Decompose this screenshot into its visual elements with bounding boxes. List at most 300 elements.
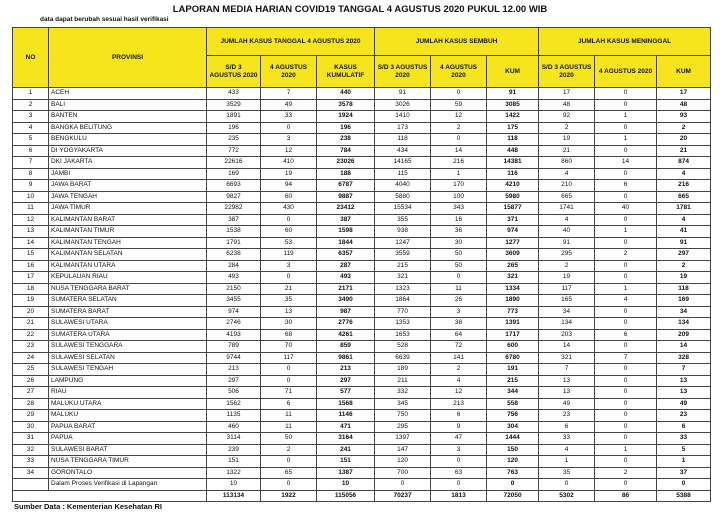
cell-k1: 9827 xyxy=(207,191,261,203)
cell-k2: 11 xyxy=(261,421,317,433)
cell-m3: 33 xyxy=(657,433,711,445)
cell-k2: 35 xyxy=(261,295,317,307)
cell-m2: 0 xyxy=(595,272,657,284)
cell-no: 24 xyxy=(13,352,49,364)
cell-k2: 2 xyxy=(261,444,317,456)
cell-no: 19 xyxy=(13,295,49,307)
cell-m3: 7 xyxy=(657,364,711,376)
cell-prov: BANGKA BELITUNG xyxy=(49,122,207,134)
cell-m1: 2 xyxy=(539,122,595,134)
cell-k3: 2171 xyxy=(317,283,375,295)
cell-s1: 434 xyxy=(375,145,431,157)
cell-s3: 371 xyxy=(487,214,539,226)
cell-no: 20 xyxy=(13,306,49,318)
table-row xyxy=(13,157,711,169)
table-row xyxy=(13,272,711,284)
cell-m3: 91 xyxy=(657,237,711,249)
cell-s3: 150 xyxy=(487,444,539,456)
cell-m1: 2 xyxy=(539,260,595,272)
cell-m1: 14 xyxy=(539,341,595,353)
cell-k3: 1598 xyxy=(317,226,375,238)
cell-k3: 151 xyxy=(317,456,375,468)
cell-s2: 30 xyxy=(431,237,487,249)
cell-m3: 328 xyxy=(657,352,711,364)
report-title: LAPORAN MEDIA HARIAN COVID19 TANGGAL 4 AGUSTUS 2020 PUKUL 12.00 WIB xyxy=(172,4,548,15)
cell-m2: 0 xyxy=(595,479,657,491)
cell-no: 21 xyxy=(13,318,49,330)
cell-m3: 874 xyxy=(657,157,711,169)
cell-no: 27 xyxy=(13,387,49,399)
cell-m1: 13 xyxy=(539,387,595,399)
cell-prov: MALUKU xyxy=(49,410,207,422)
header-kasus-kumulatif: KASUS KUMULATIF xyxy=(317,56,375,88)
cell-k2: 3 xyxy=(261,134,317,146)
cell-m3: 17 xyxy=(657,88,711,100)
cell-prov: ACEH xyxy=(49,88,207,100)
cell-s3: 974 xyxy=(487,226,539,238)
cell-s1: 5880 xyxy=(375,191,431,203)
cell-s2: 12 xyxy=(431,111,487,123)
cell-s1: 4040 xyxy=(375,180,431,192)
cell-s2: 0 xyxy=(431,456,487,468)
cell-m3: 93 xyxy=(657,111,711,123)
cell-s1: 321 xyxy=(375,272,431,284)
cell-prov: SULAWESI TENGAH xyxy=(49,364,207,376)
header-sembuh-tgl4: 4 AGUSTUS 2020 xyxy=(431,56,487,88)
cell-s2: 26 xyxy=(431,295,487,307)
cell-k1: 3455 xyxy=(207,295,261,307)
cell-m1: 91 xyxy=(539,237,595,249)
cell-s1: 173 xyxy=(375,122,431,134)
cell-s1: 528 xyxy=(375,341,431,353)
cell-k1: 169 xyxy=(207,168,261,180)
header-jumlah-sembuh: JUMLAH KASUS SEMBUH xyxy=(375,28,539,56)
cell-s3: 1391 xyxy=(487,318,539,330)
cell-no: 6 xyxy=(13,145,49,157)
cell-m3: 0 xyxy=(657,479,711,491)
cell-k2: 68 xyxy=(261,329,317,341)
cell-s1: 1410 xyxy=(375,111,431,123)
cell-prov: NUSA TENGGARA TIMUR xyxy=(49,456,207,468)
cell-s3: 265 xyxy=(487,260,539,272)
cell-s3: 0 xyxy=(487,479,539,491)
cell-s1: 3559 xyxy=(375,249,431,261)
cell-m3: 21 xyxy=(657,145,711,157)
cell-no: 28 xyxy=(13,398,49,410)
cell-m2: 2 xyxy=(595,467,657,479)
cell-s3: 773 xyxy=(487,306,539,318)
table-row xyxy=(13,456,711,468)
cell-k2: 6 xyxy=(261,398,317,410)
cell-m3: 169 xyxy=(657,295,711,307)
cell-no: 17 xyxy=(13,272,49,284)
header-meninggal-tgl4: 4 AGUSTUS 2020 xyxy=(595,56,657,88)
cell-k3: 213 xyxy=(317,364,375,376)
cell-k2: 3 xyxy=(261,260,317,272)
cell-prov: JAWA BARAT xyxy=(49,180,207,192)
cell-m1: 165 xyxy=(539,295,595,307)
cell-m1: 49 xyxy=(539,398,595,410)
cell-no: 16 xyxy=(13,260,49,272)
cell-s3: 5980 xyxy=(487,191,539,203)
cell-m2: 0 xyxy=(595,122,657,134)
cell-prov: LAMPUNG xyxy=(49,375,207,387)
cell-prov: DKI JAKARTA xyxy=(49,157,207,169)
cell-no: 2 xyxy=(13,99,49,111)
cell-m2: 0 xyxy=(595,421,657,433)
cell-k3: 987 xyxy=(317,306,375,318)
cell-k2: 119 xyxy=(261,249,317,261)
cell-k2: 71 xyxy=(261,387,317,399)
cell-prov: SULAWESI BARAT xyxy=(49,444,207,456)
cell-m3: 20 xyxy=(657,134,711,146)
table-row xyxy=(13,226,711,238)
cell-s1: 938 xyxy=(375,226,431,238)
cell-s1: 1653 xyxy=(375,329,431,341)
cell-m1: 1 xyxy=(539,456,595,468)
cell-k2: 53 xyxy=(261,237,317,249)
cell-s3: 3609 xyxy=(487,249,539,261)
cell-k2: 94 xyxy=(261,180,317,192)
header-jumlah-meninggal: JUMLAH KASUS MENINGGAL xyxy=(539,28,711,56)
table-row xyxy=(13,329,711,341)
cell-s2: 3 xyxy=(431,444,487,456)
cell-s1: 189 xyxy=(375,364,431,376)
cell-s2: 11 xyxy=(431,283,487,295)
cell-k3: 6357 xyxy=(317,249,375,261)
cell-prov: JAMBI xyxy=(49,168,207,180)
cell-k2: 60 xyxy=(261,226,317,238)
cell-k2: 0 xyxy=(261,364,317,376)
cell-s3: 756 xyxy=(487,410,539,422)
cell-k1: 789 xyxy=(207,341,261,353)
cell-s1: 14165 xyxy=(375,157,431,169)
header-sembuh-sd3: S/D 3 AGUSTUS 2020 xyxy=(375,56,431,88)
cell-k3: 784 xyxy=(317,145,375,157)
header-provinsi: PROVINSI xyxy=(49,28,207,88)
table-row xyxy=(13,203,711,215)
cell-s1: 6639 xyxy=(375,352,431,364)
cell-m2: 0 xyxy=(595,318,657,330)
cell-k1: 433 xyxy=(207,88,261,100)
header-meninggal-sd3: S/D 3 AGUSTUS 2020 xyxy=(539,56,595,88)
cell-s2: 72 xyxy=(431,341,487,353)
cell-s3: 6780 xyxy=(487,352,539,364)
cell-prov: SULAWESI SELATAN xyxy=(49,352,207,364)
cell-k3: 3578 xyxy=(317,99,375,111)
cell-prov: KALIMANTAN TENGAH xyxy=(49,237,207,249)
cell-m3: 49 xyxy=(657,398,711,410)
cell-m2: 14 xyxy=(595,157,657,169)
table-row xyxy=(13,260,711,272)
cell-prov: KALIMANTAN BARAT xyxy=(49,214,207,226)
cell-no: 33 xyxy=(13,456,49,468)
cell-k2: 19 xyxy=(261,168,317,180)
cell-s2: 170 xyxy=(431,180,487,192)
cell-s3: 14381 xyxy=(487,157,539,169)
cell-k3: 577 xyxy=(317,387,375,399)
cell-k1: 2746 xyxy=(207,318,261,330)
cell-k2: 60 xyxy=(261,191,317,203)
cell-s3: 4210 xyxy=(487,180,539,192)
table-row xyxy=(13,180,711,192)
cell-m3: 14 xyxy=(657,341,711,353)
cell-k1: 974 xyxy=(207,306,261,318)
cell-s1: 770 xyxy=(375,306,431,318)
cell-k2: 117 xyxy=(261,352,317,364)
cell-k1: 1135 xyxy=(207,410,261,422)
cell-s1: 0 xyxy=(375,479,431,491)
cell-k2: 0 xyxy=(261,272,317,284)
header-sembuh-kum: KUM xyxy=(487,56,539,88)
cell-no: 31 xyxy=(13,433,49,445)
cell-prov: JAWA TIMUR xyxy=(49,203,207,215)
cell-m2: 4 xyxy=(595,295,657,307)
cell-k2: 0 xyxy=(261,122,317,134)
cell-m2: 1 xyxy=(595,283,657,295)
cell-s2: 59 xyxy=(431,99,487,111)
cell-m3: 2 xyxy=(657,122,711,134)
cell-m2: 0 xyxy=(595,237,657,249)
cell-k1: 22982 xyxy=(207,203,261,215)
cell-m1: 7 xyxy=(539,364,595,376)
cell-k1: 284 xyxy=(207,260,261,272)
cell-k3: 196 xyxy=(317,122,375,134)
cell-m2: 0 xyxy=(595,260,657,272)
cell-s2: 2 xyxy=(431,122,487,134)
total-s1: 70237 xyxy=(375,490,431,502)
cell-no: 23 xyxy=(13,341,49,353)
cell-prov: KEPULAUAN RIAU xyxy=(49,272,207,284)
cell-s1: 3026 xyxy=(375,99,431,111)
cell-no: 8 xyxy=(13,168,49,180)
cell-s3: 763 xyxy=(487,467,539,479)
cell-no: 18 xyxy=(13,283,49,295)
cell-prov: Dalam Proses Verifikasi di Lapangan xyxy=(49,479,207,491)
cell-k1: 213 xyxy=(207,364,261,376)
cell-k3: 1146 xyxy=(317,410,375,422)
cell-m1: 48 xyxy=(539,99,595,111)
cell-s2: 63 xyxy=(431,467,487,479)
cell-m3: 13 xyxy=(657,387,711,399)
cell-k3: 9887 xyxy=(317,191,375,203)
cell-s3: 120 xyxy=(487,456,539,468)
cell-k2: 410 xyxy=(261,157,317,169)
cell-m2: 1 xyxy=(595,226,657,238)
cell-s1: 750 xyxy=(375,410,431,422)
total-k1: 113134 xyxy=(207,490,261,502)
cell-k1: 1538 xyxy=(207,226,261,238)
cell-s1: 700 xyxy=(375,467,431,479)
cell-m2: 0 xyxy=(595,387,657,399)
cell-m1: 210 xyxy=(539,180,595,192)
cell-k3: 23026 xyxy=(317,157,375,169)
cell-s3: 1890 xyxy=(487,295,539,307)
cell-prov: SUMATERA UTARA xyxy=(49,329,207,341)
cell-k1: 2150 xyxy=(207,283,261,295)
cell-prov: DI YOGYAKARTA xyxy=(49,145,207,157)
cell-m1: 134 xyxy=(539,318,595,330)
cell-k1: 1891 xyxy=(207,111,261,123)
cell-s2: 1 xyxy=(431,168,487,180)
cell-m3: 4 xyxy=(657,168,711,180)
cell-k1: 239 xyxy=(207,444,261,456)
cell-m3: 297 xyxy=(657,249,711,261)
cell-no: 25 xyxy=(13,364,49,376)
table-row xyxy=(13,398,711,410)
total-k2: 1922 xyxy=(261,490,317,502)
cell-m3: 665 xyxy=(657,191,711,203)
cell-s2: 213 xyxy=(431,398,487,410)
cell-k2: 13 xyxy=(261,306,317,318)
table-row xyxy=(13,433,711,445)
cell-no: 3 xyxy=(13,111,49,123)
cell-s1: 15534 xyxy=(375,203,431,215)
cell-k3: 493 xyxy=(317,272,375,284)
cell-prov: KALIMANTAN UTARA xyxy=(49,260,207,272)
table-row xyxy=(13,191,711,203)
cell-no: 15 xyxy=(13,249,49,261)
cell-no: 14 xyxy=(13,237,49,249)
cell-s3: 448 xyxy=(487,145,539,157)
cell-k3: 9861 xyxy=(317,352,375,364)
cell-prov: KALIMANTAN SELATAN xyxy=(49,249,207,261)
cell-no: 29 xyxy=(13,410,49,422)
cell-m2: 0 xyxy=(595,456,657,468)
cell-s1: 1864 xyxy=(375,295,431,307)
cell-k1: 151 xyxy=(207,456,261,468)
table-row xyxy=(13,214,711,226)
table-row xyxy=(13,318,711,330)
cell-s3: 3085 xyxy=(487,99,539,111)
cell-m1: 117 xyxy=(539,283,595,295)
table-row xyxy=(13,364,711,376)
cell-s2: 9 xyxy=(431,421,487,433)
cell-m2: 6 xyxy=(595,180,657,192)
table-row xyxy=(13,387,711,399)
cell-no xyxy=(13,479,49,491)
cell-s3: 15877 xyxy=(487,203,539,215)
total-m3: 5388 xyxy=(657,490,711,502)
cell-no: 11 xyxy=(13,203,49,215)
table-row xyxy=(13,341,711,353)
total-m2: 86 xyxy=(595,490,657,502)
cell-m2: 0 xyxy=(595,375,657,387)
cell-m2: 6 xyxy=(595,329,657,341)
cell-m2: 0 xyxy=(595,364,657,376)
cell-s1: 120 xyxy=(375,456,431,468)
table-row xyxy=(13,237,711,249)
cell-m2: 0 xyxy=(595,410,657,422)
cell-s1: 211 xyxy=(375,375,431,387)
cell-s1: 118 xyxy=(375,134,431,146)
header-kasus-tgl4: 4 AGUSTUS 2020 xyxy=(261,56,317,88)
cell-k1: 1322 xyxy=(207,467,261,479)
total-s2: 1813 xyxy=(431,490,487,502)
cell-m2: 1 xyxy=(595,134,657,146)
cell-k3: 3490 xyxy=(317,295,375,307)
cell-m1: 17 xyxy=(539,88,595,100)
cell-s1: 1323 xyxy=(375,283,431,295)
cell-k1: 6693 xyxy=(207,180,261,192)
cell-m1: 1741 xyxy=(539,203,595,215)
table-row xyxy=(13,88,711,100)
cell-k1: 1562 xyxy=(207,398,261,410)
cell-m1: 860 xyxy=(539,157,595,169)
cell-prov: BENGKULU xyxy=(49,134,207,146)
cell-no: 1 xyxy=(13,88,49,100)
cell-m3: 1 xyxy=(657,456,711,468)
cell-no: 26 xyxy=(13,375,49,387)
table-row xyxy=(13,421,711,433)
cell-k1: 4193 xyxy=(207,329,261,341)
cell-m3: 6 xyxy=(657,421,711,433)
cell-k1: 460 xyxy=(207,421,261,433)
cell-s1: 115 xyxy=(375,168,431,180)
cell-s2: 12 xyxy=(431,387,487,399)
cell-k3: 471 xyxy=(317,421,375,433)
cell-no: 4 xyxy=(13,122,49,134)
cell-m2: 2 xyxy=(595,249,657,261)
cell-m2: 1 xyxy=(595,444,657,456)
cell-k2: 0 xyxy=(261,375,317,387)
cell-no: 30 xyxy=(13,421,49,433)
cell-k1: 196 xyxy=(207,122,261,134)
report-subtitle: data dapat berubah sesuai hasil verifikasi xyxy=(40,16,169,23)
cell-m3: 41 xyxy=(657,226,711,238)
cell-m1: 4 xyxy=(539,168,595,180)
cell-no: 12 xyxy=(13,214,49,226)
cell-k2: 0 xyxy=(261,479,317,491)
cell-k2: 430 xyxy=(261,203,317,215)
table-row xyxy=(13,444,711,456)
cell-no: 9 xyxy=(13,180,49,192)
cell-m1: 19 xyxy=(539,272,595,284)
cell-prov: SULAWESI TENGGARA xyxy=(49,341,207,353)
cell-k3: 23412 xyxy=(317,203,375,215)
cell-m3: 2 xyxy=(657,260,711,272)
cell-k3: 287 xyxy=(317,260,375,272)
cell-prov: MALUKU UTARA xyxy=(49,398,207,410)
table-row xyxy=(13,467,711,479)
cell-prov: SUMATERA SELATAN xyxy=(49,295,207,307)
cell-m1: 40 xyxy=(539,226,595,238)
cell-s3: 1444 xyxy=(487,433,539,445)
cell-m1: 0 xyxy=(539,479,595,491)
cell-k2: 7 xyxy=(261,88,317,100)
cell-no: 7 xyxy=(13,157,49,169)
table-row xyxy=(13,134,711,146)
table-row xyxy=(13,249,711,261)
table-body xyxy=(13,88,711,502)
cell-k1: 6238 xyxy=(207,249,261,261)
cell-s2: 36 xyxy=(431,226,487,238)
cell-m1: 4 xyxy=(539,444,595,456)
cell-k2: 49 xyxy=(261,99,317,111)
cell-prov: PAPUA xyxy=(49,433,207,445)
source-note: Sumber Data : Kementerian Kesehatan RI xyxy=(14,502,162,511)
cell-k1: 235 xyxy=(207,134,261,146)
header-meninggal-kum: KUM xyxy=(657,56,711,88)
cell-s3: 321 xyxy=(487,272,539,284)
cell-m2: 0 xyxy=(595,145,657,157)
cell-s2: 64 xyxy=(431,329,487,341)
cell-s3: 91 xyxy=(487,88,539,100)
cell-k3: 4261 xyxy=(317,329,375,341)
cell-m2: 0 xyxy=(595,398,657,410)
cell-m3: 23 xyxy=(657,410,711,422)
cell-m3: 34 xyxy=(657,306,711,318)
